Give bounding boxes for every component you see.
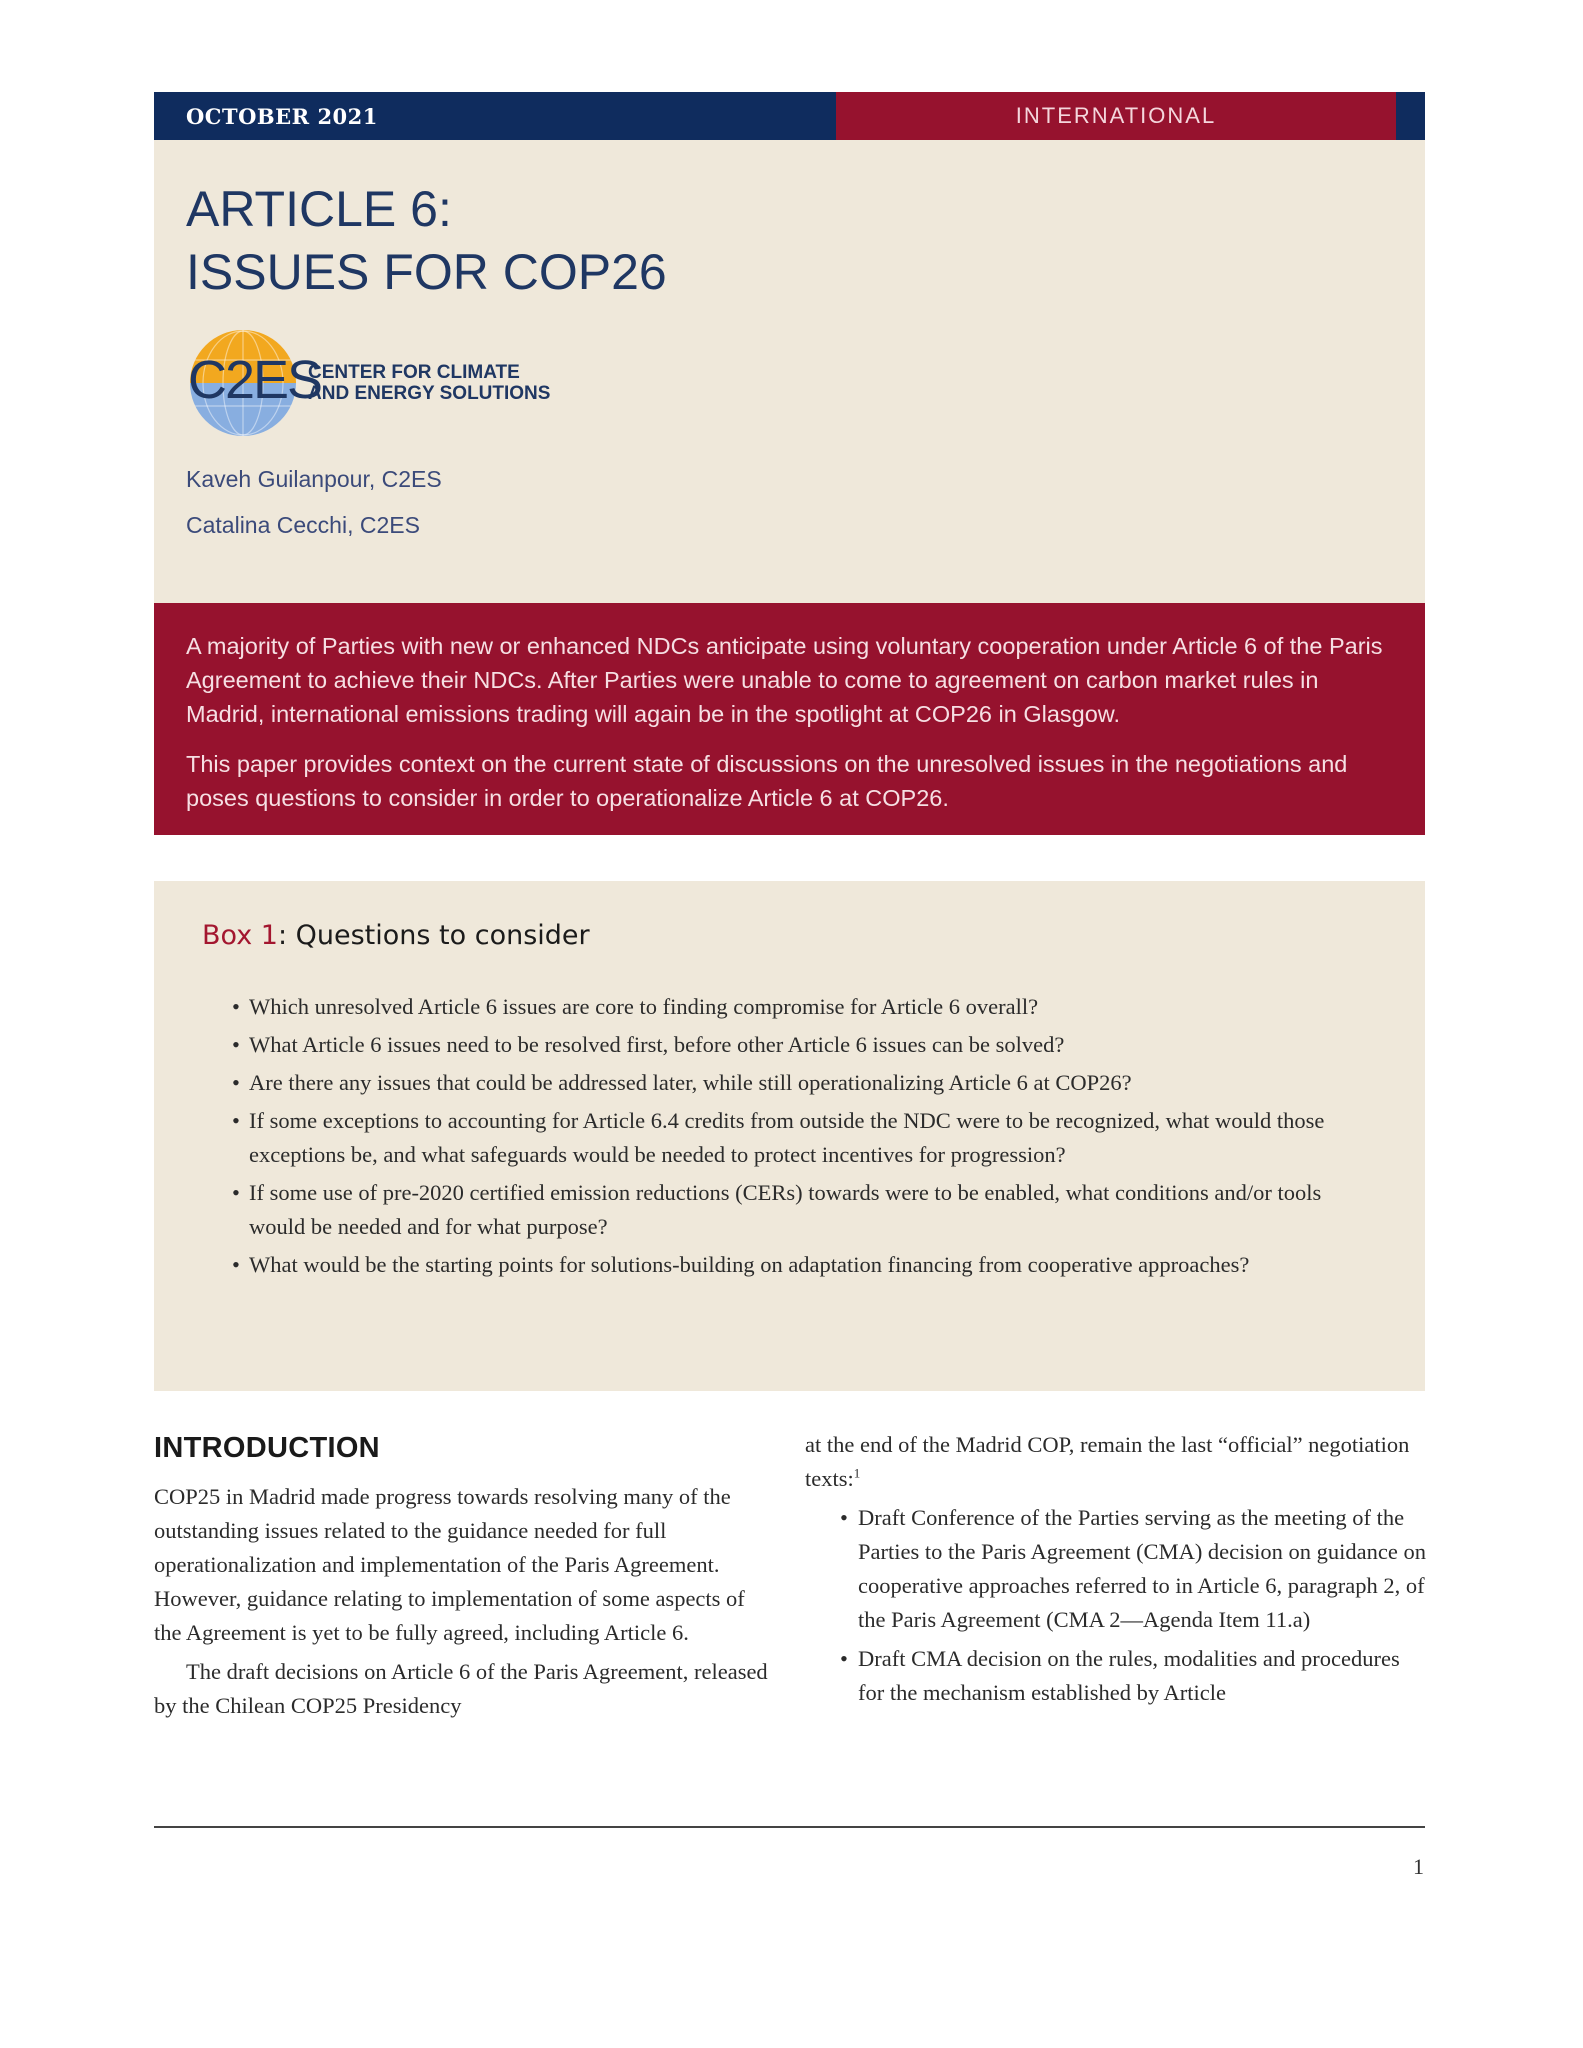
draft-texts-list <box>805 1501 1427 1710</box>
box-title-text: : Questions to consider <box>277 920 590 951</box>
header-bar-edge <box>1396 92 1425 140</box>
footnote-ref[interactable]: 1 <box>853 1465 861 1481</box>
body-paragraph <box>805 1428 1427 1496</box>
list-item: • If some exceptions to accounting for Article 6.4 credits from outside the NDC were to be recognized, what would those exceptions be, and what safeguards would be needed to protect incentives for progression? <box>232 1104 1352 1172</box>
author-list <box>186 456 442 548</box>
document-title <box>186 178 667 304</box>
title-line-2: ISSUES FOR COP26 <box>186 244 667 300</box>
left-column <box>154 1480 774 1728</box>
author: Catalina Cecchi, C2ES <box>186 512 420 538</box>
header-bar <box>154 92 1425 140</box>
abstract-panel <box>154 603 1425 835</box>
abstract-paragraph: A majority of Parties with new or enhanced NDCs anticipate using voluntary cooperation under Article 6 of the Paris Agreement to achieve their NDCs. After Parties were unable to come to agreement on carbon market rules in Madrid, international emissions trading will again be in the spotlight at COP26 in Glasgow. <box>186 633 1383 727</box>
list-item: • If some use of pre-2020 certified emission reductions (CERs) towards were to be enabled, what conditions and/or tools would be needed and for what purpose? <box>232 1176 1352 1244</box>
list-item: • Which unresolved Article 6 issues are core to finding compromise for Article 6 overall? <box>232 990 1352 1024</box>
section-heading: INTRODUCTION <box>154 1432 380 1464</box>
list-item: • Draft CMA decision on the rules, modalities and procedures for the mechanism established by Article <box>852 1642 1427 1710</box>
publication-date: OCTOBER 2021 <box>154 92 836 140</box>
list-item: • What Article 6 issues need to be resolved first, before other Article 6 issues can be solved? <box>232 1028 1352 1062</box>
c2es-logo <box>190 330 610 438</box>
page-number: 1 <box>1413 1854 1424 1879</box>
right-column <box>805 1428 1427 1715</box>
author: Kaveh Guilanpour, C2ES <box>186 466 442 492</box>
logo-mark: C2ES <box>188 350 322 410</box>
title-line-1: ARTICLE 6: <box>186 181 452 237</box>
footer-rule <box>154 1826 1425 1828</box>
body-text: at the end of the Madrid COP, remain the last “official” negotiation texts: <box>805 1432 1410 1491</box>
body-paragraph: The draft decisions on Article 6 of the Paris Agreement, released by the Chilean COP25 Presidency <box>154 1659 768 1718</box>
box-title <box>202 920 590 951</box>
abstract-paragraph: This paper provides context on the current state of discussions on the unresolved issues in the negotiations and poses questions to consider in order to operationalize Article 6 at COP26. <box>186 751 1348 811</box>
box-label: Box 1 <box>202 920 278 951</box>
category-label: INTERNATIONAL <box>836 92 1396 140</box>
list-item: • What would be the starting points for solutions-building on adaptation financing from cooperative approaches? <box>232 1248 1352 1282</box>
logo-text-line-1: CENTER FOR CLIMATE <box>308 362 520 383</box>
logo-wordmark <box>308 362 550 404</box>
list-item: • Draft Conference of the Parties serving as the meeting of the Parties to the Paris Agreement (CMA) decision on guidance on cooperative approaches referred to in Article 6, paragraph 2, of the Paris Agreement (CMA 2—Agenda Item 11.a) <box>852 1501 1427 1637</box>
questions-list <box>232 990 1352 1286</box>
body-paragraph: COP25 in Madrid made progress towards resolving many of the outstanding issues related to the guidance needed for full operationalization and implementation of the Paris Agreement. However, guidance relating to implementation of some aspects of the Agreement is yet to be fully agreed, including Article 6. <box>154 1484 745 1645</box>
logo-text-line-2: AND ENERGY SOLUTIONS <box>308 383 551 404</box>
list-item: • Are there any issues that could be addressed later, while still operationalizing Article 6 at COP26? <box>232 1066 1352 1100</box>
